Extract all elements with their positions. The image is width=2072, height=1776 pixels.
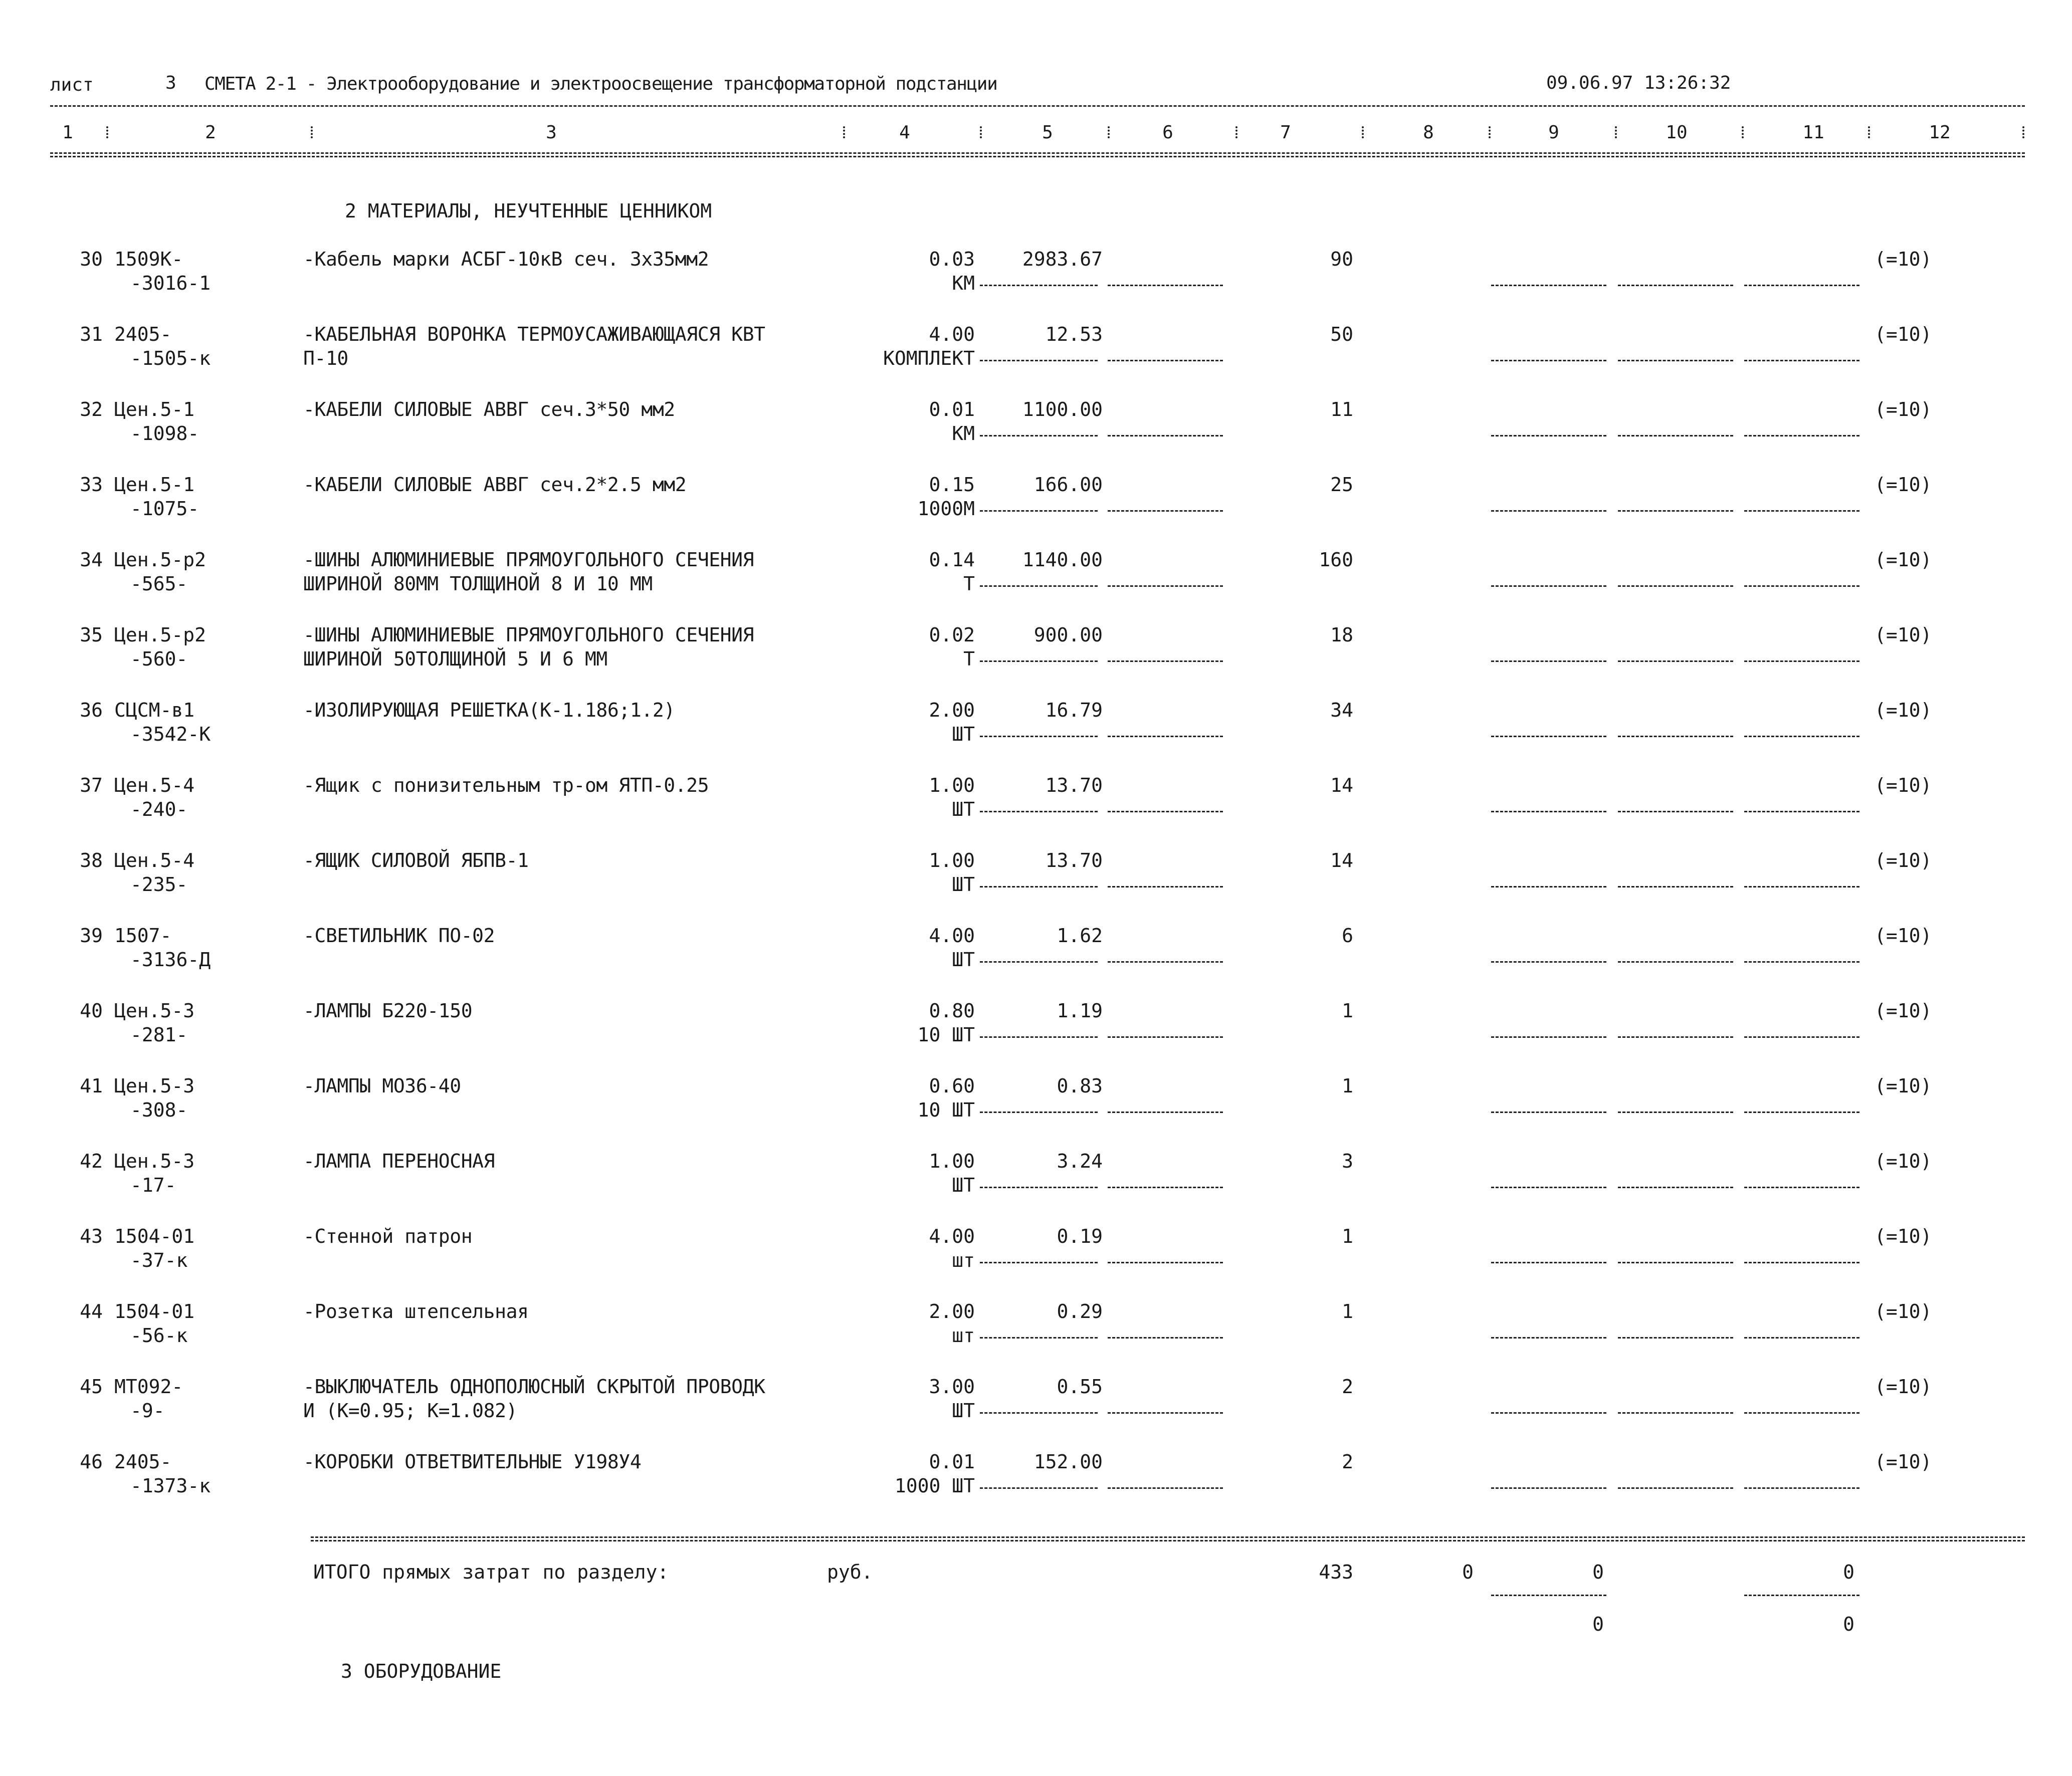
col5-underline	[980, 660, 1098, 662]
quantity: 0.01	[929, 1451, 975, 1473]
col11-underline	[1744, 1337, 1859, 1339]
material-description-line1: -СВЕТИЛЬНИК ПО-02	[303, 925, 495, 947]
coefficient: (=10)	[1875, 398, 1932, 420]
col6-underline	[1108, 585, 1223, 587]
unit-price: 16.79	[1045, 699, 1103, 721]
col10-underline	[1618, 435, 1733, 436]
col6-underline	[1108, 660, 1223, 662]
col10-underline	[1618, 360, 1733, 361]
coefficient: (=10)	[1875, 323, 1932, 345]
total-cost: 25	[1330, 474, 1353, 496]
unit-price: 0.83	[1057, 1075, 1103, 1097]
totals-col11-subtotal: 0	[1843, 1613, 1854, 1635]
col5-underline	[980, 435, 1098, 436]
col6-underline	[1108, 1187, 1223, 1188]
unit: ШТ	[952, 1174, 975, 1196]
row-number: 30	[80, 248, 103, 270]
col9-underline	[1491, 1262, 1606, 1263]
total-cost: 1	[1342, 1075, 1353, 1097]
col5-underline	[980, 1487, 1098, 1489]
quantity: 4.00	[929, 925, 975, 947]
price-code-line2: -1505-к	[130, 347, 211, 369]
col9-underline	[1491, 510, 1606, 512]
column-separator	[1615, 126, 1619, 138]
material-description-line2: П-10	[303, 347, 348, 369]
unit: ШТ	[952, 1400, 975, 1422]
column-number-12: 12	[1929, 122, 1951, 143]
col11-underline	[1744, 961, 1859, 963]
price-code-line1: Цен.5-3	[114, 1075, 195, 1097]
quantity: 0.14	[929, 549, 975, 571]
price-code-line2: -308-	[130, 1099, 188, 1121]
unit: шт	[952, 1324, 975, 1347]
price-code-line2: -3136-Д	[130, 949, 211, 971]
col6-underline	[1108, 1262, 1223, 1263]
col9-underline	[1491, 1112, 1606, 1113]
price-code-line1: Цен.5-4	[114, 774, 195, 796]
unit-price: 1.19	[1057, 1000, 1103, 1022]
row-number: 33	[80, 474, 103, 496]
price-code-line1: 1507-	[114, 925, 172, 947]
unit-price: 12.53	[1045, 323, 1103, 345]
unit-price: 2983.67	[1022, 248, 1103, 270]
column-separator	[1235, 126, 1239, 138]
column-number-2: 2	[205, 122, 216, 143]
unit: ШТ	[952, 723, 975, 745]
column-separator	[1868, 126, 1872, 138]
row-number: 45	[80, 1376, 103, 1398]
col9-underline	[1491, 1412, 1606, 1414]
col9-underline	[1491, 285, 1606, 286]
col11-underline	[1744, 1412, 1859, 1414]
material-description-line2: И (К=0.95; К=1.082)	[303, 1400, 518, 1422]
column-number-5: 5	[1042, 122, 1053, 143]
column-separator	[1489, 126, 1493, 138]
section-title-equipment: 3 ОБОРУДОВАНИЕ	[341, 1660, 502, 1682]
material-description-line1: -КАБЕЛИ СИЛОВЫЕ АВВГ сеч.3*50 мм2	[303, 398, 675, 420]
col6-underline	[1108, 811, 1223, 812]
material-description-line2: ШИРИНОЙ 80ММ ТОЛЩИНОЙ 8 И 10 ММ	[303, 573, 653, 595]
column-number-11: 11	[1802, 122, 1824, 143]
price-code-line1: МТ092-	[114, 1376, 183, 1398]
column-number-1: 1	[62, 122, 73, 143]
material-description-line1: -КАБЕЛИ СИЛОВЫЕ АВВГ сеч.2*2.5 мм2	[303, 474, 687, 496]
unit-price: 0.19	[1057, 1225, 1103, 1247]
col10-underline	[1618, 811, 1733, 812]
row-number: 31	[80, 323, 103, 345]
row-number: 46	[80, 1451, 103, 1473]
unit-price: 166.00	[1033, 474, 1103, 496]
price-code-line1: СЦСМ-в1	[114, 699, 195, 721]
price-code-line1: Цен.5-4	[114, 849, 195, 871]
col10-underline	[1618, 736, 1733, 737]
col6-underline	[1108, 285, 1223, 286]
col11-underline	[1744, 1112, 1859, 1113]
unit-price: 3.24	[1057, 1150, 1103, 1172]
quantity: 0.02	[929, 624, 975, 646]
price-code-line1: 2405-	[114, 1451, 172, 1473]
col9-underline	[1491, 736, 1606, 737]
col6-underline	[1108, 1112, 1223, 1113]
price-code-line2: -3542-К	[130, 723, 211, 745]
unit: Т	[963, 573, 975, 595]
quantity: 0.80	[929, 1000, 975, 1022]
price-code-line2: -1098-	[130, 422, 199, 445]
price-code-line1: Цен.5-1	[114, 474, 195, 496]
unit: 1000М	[917, 498, 975, 520]
col6-underline	[1108, 736, 1223, 737]
col11-underline	[1744, 1487, 1859, 1489]
quantity: 0.03	[929, 248, 975, 270]
total-cost: 11	[1330, 398, 1353, 420]
coefficient: (=10)	[1875, 1150, 1932, 1172]
quantity: 4.00	[929, 323, 975, 345]
quantity: 4.00	[929, 1225, 975, 1247]
column-separator	[1362, 126, 1366, 138]
col10-underline	[1618, 886, 1733, 887]
total-cost: 2	[1342, 1451, 1353, 1473]
material-description-line1: -ЯЩИК СИЛОВОЙ ЯБПВ-1	[303, 849, 529, 871]
quantity: 1.00	[929, 1150, 975, 1172]
coefficient: (=10)	[1875, 1000, 1932, 1022]
col5-underline	[980, 811, 1098, 812]
coefficient: (=10)	[1875, 1300, 1932, 1322]
price-code-line1: Цен.5-1	[114, 398, 195, 420]
material-description-line1: -ВЫКЛЮЧАТЕЛЬ ОДНОПОЛЮСНЫЙ СКРЫТОЙ ПРОВОДК	[303, 1376, 765, 1398]
totals-col9-underline	[1491, 1595, 1606, 1596]
unit: ШТ	[952, 949, 975, 971]
total-cost: 160	[1319, 549, 1353, 571]
col9-underline	[1491, 660, 1606, 662]
column-separator	[843, 126, 847, 138]
coefficient: (=10)	[1875, 1376, 1932, 1398]
price-code-line1: 1504-01	[114, 1225, 195, 1247]
col10-underline	[1618, 1036, 1733, 1038]
unit: КМ	[952, 272, 975, 294]
col5-underline	[980, 285, 1098, 286]
column-number-6: 6	[1162, 122, 1173, 143]
col10-underline	[1618, 1487, 1733, 1489]
total-cost: 1	[1342, 1300, 1353, 1322]
price-code-line2: -565-	[130, 573, 188, 595]
col10-underline	[1618, 961, 1733, 963]
total-cost: 6	[1342, 925, 1353, 947]
column-number-4: 4	[899, 122, 910, 143]
col5-underline	[980, 1112, 1098, 1113]
col5-underline	[980, 1262, 1098, 1263]
totals-col11: 0	[1843, 1561, 1854, 1583]
col11-underline	[1744, 435, 1859, 436]
totals-col8: 0	[1462, 1561, 1474, 1583]
column-header-double-rule	[50, 152, 2025, 157]
col5-underline	[980, 886, 1098, 887]
col6-underline	[1108, 1487, 1223, 1489]
col9-underline	[1491, 961, 1606, 963]
total-cost: 14	[1330, 774, 1353, 796]
unit: 1000 ШТ	[894, 1475, 975, 1497]
unit-price: 152.00	[1033, 1451, 1103, 1473]
col5-underline	[980, 510, 1098, 512]
col11-underline	[1744, 585, 1859, 587]
price-code-line1: 2405-	[114, 323, 172, 345]
column-separator	[1108, 126, 1112, 138]
print-datetime: 09.06.97 13:26:32	[1546, 73, 1731, 93]
unit-price: 0.55	[1057, 1376, 1103, 1398]
col11-underline	[1744, 510, 1859, 512]
col11-underline	[1744, 1187, 1859, 1188]
col9-underline	[1491, 585, 1606, 587]
price-code-line1: Цен.5-р2	[114, 549, 206, 571]
col5-underline	[980, 1036, 1098, 1038]
material-description-line1: -КАБЕЛЬНАЯ ВОРОНКА ТЕРМОУСАЖИВАЮЩАЯСЯ КВТ	[303, 323, 765, 345]
column-separator	[980, 126, 984, 138]
totals-col7: 433	[1319, 1561, 1353, 1583]
coefficient: (=10)	[1875, 1075, 1932, 1097]
quantity: 0.01	[929, 398, 975, 420]
unit: ШТ	[952, 873, 975, 896]
col11-underline	[1744, 360, 1859, 361]
row-number: 41	[80, 1075, 103, 1097]
price-code-line2: -3016-1	[130, 272, 211, 294]
total-cost: 1	[1342, 1000, 1353, 1022]
col9-underline	[1491, 811, 1606, 812]
material-description-line1: -Ящик с понизительным тр-ом ЯТП-0.25	[303, 774, 709, 796]
coefficient: (=10)	[1875, 624, 1932, 646]
total-cost: 50	[1330, 323, 1353, 345]
col6-underline	[1108, 435, 1223, 436]
price-code-line2: -56-к	[130, 1324, 188, 1347]
column-number-9: 9	[1548, 122, 1559, 143]
price-code-line2: -9-	[130, 1400, 165, 1422]
unit: Т	[963, 648, 975, 670]
unit-price: 1140.00	[1022, 549, 1103, 571]
price-code-line2: -37-к	[130, 1249, 188, 1271]
col11-underline	[1744, 736, 1859, 737]
col5-underline	[980, 736, 1098, 737]
coefficient: (=10)	[1875, 549, 1932, 571]
sheet-label: лист	[50, 75, 94, 95]
price-code-line2: -17-	[130, 1174, 176, 1196]
coefficient: (=10)	[1875, 699, 1932, 721]
col9-underline	[1491, 1187, 1606, 1188]
material-description-line1: -Кабель марки АСБГ-10кВ сеч. 3х35мм2	[303, 248, 709, 270]
material-description-line1: -Розетка штепсельная	[303, 1300, 529, 1322]
quantity: 1.00	[929, 774, 975, 796]
total-cost: 34	[1330, 699, 1353, 721]
col5-underline	[980, 1337, 1098, 1339]
totals-currency: руб.	[827, 1561, 873, 1583]
col10-underline	[1618, 285, 1733, 286]
column-number-3: 3	[546, 122, 557, 143]
total-cost: 18	[1330, 624, 1353, 646]
totals-col9-subtotal: 0	[1592, 1613, 1604, 1635]
quantity: 0.60	[929, 1075, 975, 1097]
material-description-line1: -КОРОБКИ ОТВЕТВИТЕЛЬНЫЕ У198У4	[303, 1451, 642, 1473]
col9-underline	[1491, 1487, 1606, 1489]
col10-underline	[1618, 1412, 1733, 1414]
col6-underline	[1108, 961, 1223, 963]
material-description-line1: -ЛАМПЫ МО36-40	[303, 1075, 461, 1097]
col10-underline	[1618, 1337, 1733, 1339]
row-number: 37	[80, 774, 103, 796]
col10-underline	[1618, 1112, 1733, 1113]
row-number: 34	[80, 549, 103, 571]
unit: КОМПЛЕКТ	[883, 347, 975, 369]
coefficient: (=10)	[1875, 774, 1932, 796]
row-number: 39	[80, 925, 103, 947]
row-number: 32	[80, 398, 103, 420]
totals-col9: 0	[1592, 1561, 1604, 1583]
coefficient: (=10)	[1875, 248, 1932, 270]
unit-price: 0.29	[1057, 1300, 1103, 1322]
col9-underline	[1491, 1337, 1606, 1339]
coefficient: (=10)	[1875, 1451, 1932, 1473]
price-code-line2: -281-	[130, 1024, 188, 1046]
price-code-line2: -1075-	[130, 498, 199, 520]
price-code-line1: Цен.5-3	[114, 1000, 195, 1022]
col11-underline	[1744, 886, 1859, 887]
unit-price: 1.62	[1057, 925, 1103, 947]
row-number: 42	[80, 1150, 103, 1172]
sheet-number: 3	[165, 73, 176, 93]
material-description-line1: -ШИНЫ АЛЮМИНИЕВЫЕ ПРЯМОУГОЛЬНОГО СЕЧЕНИЯ	[303, 624, 754, 646]
total-cost: 3	[1342, 1150, 1353, 1172]
row-number: 38	[80, 849, 103, 871]
col6-underline	[1108, 886, 1223, 887]
coefficient: (=10)	[1875, 1225, 1932, 1247]
price-code-line1: 1504-01	[114, 1300, 195, 1322]
total-cost: 1	[1342, 1225, 1353, 1247]
unit: КМ	[952, 422, 975, 445]
material-description-line1: -Стенной патрон	[303, 1225, 473, 1247]
total-cost: 14	[1330, 849, 1353, 871]
material-description-line1: -ШИНЫ АЛЮМИНИЕВЫЕ ПРЯМОУГОЛЬНОГО СЕЧЕНИЯ	[303, 549, 754, 571]
coefficient: (=10)	[1875, 925, 1932, 947]
coefficient: (=10)	[1875, 474, 1932, 496]
row-number: 43	[80, 1225, 103, 1247]
col6-underline	[1108, 1412, 1223, 1414]
totals-double-rule	[311, 1536, 2025, 1541]
unit: 10 ШТ	[917, 1024, 975, 1046]
document-title: СМЕТА 2-1 - Электрооборудование и электроосвещение трансформаторной подстанции	[204, 74, 997, 94]
column-number-8: 8	[1423, 122, 1434, 143]
quantity: 2.00	[929, 699, 975, 721]
col9-underline	[1491, 886, 1606, 887]
col11-underline	[1744, 1262, 1859, 1263]
col9-underline	[1491, 360, 1606, 361]
unit: 10 ШТ	[917, 1099, 975, 1121]
col10-underline	[1618, 660, 1733, 662]
price-code-line1: 1509К-	[114, 248, 183, 270]
unit: шт	[952, 1249, 975, 1271]
material-description-line1: -ЛАМПЫ Б220-150	[303, 1000, 473, 1022]
unit-price: 1100.00	[1022, 398, 1103, 420]
col10-underline	[1618, 585, 1733, 587]
column-separator	[311, 126, 315, 138]
col6-underline	[1108, 1337, 1223, 1339]
column-separator	[1742, 126, 1746, 138]
col5-underline	[980, 1412, 1098, 1414]
column-separator	[106, 126, 110, 138]
col6-underline	[1108, 1036, 1223, 1038]
price-code-line2: -1373-к	[130, 1475, 211, 1497]
price-code-line2: -235-	[130, 873, 188, 896]
price-code-line2: -560-	[130, 648, 188, 670]
col5-underline	[980, 1187, 1098, 1188]
totals-label: ИТОГО прямых затрат по разделу:	[313, 1561, 669, 1583]
price-code-line1: Цен.5-р2	[114, 624, 206, 646]
row-number: 35	[80, 624, 103, 646]
header-rule	[50, 105, 2025, 107]
unit-price: 13.70	[1045, 774, 1103, 796]
col11-underline	[1744, 285, 1859, 286]
section-title-materials: 2 МАТЕРИАЛЫ, НЕУЧТЕННЫЕ ЦЕННИКОМ	[345, 200, 712, 222]
price-code-line1: Цен.5-3	[114, 1150, 195, 1172]
col5-underline	[980, 961, 1098, 963]
quantity: 3.00	[929, 1376, 975, 1398]
coefficient: (=10)	[1875, 849, 1932, 871]
totals-col11-underline	[1744, 1595, 1859, 1596]
material-description-line2: ШИРИНОЙ 50ТОЛЩИНОЙ 5 И 6 ММ	[303, 648, 607, 670]
price-code-line2: -240-	[130, 798, 188, 820]
material-description-line1: -ИЗОЛИРУЮЩАЯ РЕШЕТКА(К-1.186;1.2)	[303, 699, 675, 721]
col5-underline	[980, 585, 1098, 587]
row-number: 44	[80, 1300, 103, 1322]
quantity: 2.00	[929, 1300, 975, 1322]
material-description-line1: -ЛАМПА ПЕРЕНОСНАЯ	[303, 1150, 495, 1172]
col10-underline	[1618, 1262, 1733, 1263]
total-cost: 2	[1342, 1376, 1353, 1398]
col10-underline	[1618, 510, 1733, 512]
quantity: 0.15	[929, 474, 975, 496]
col6-underline	[1108, 360, 1223, 361]
unit-price: 13.70	[1045, 849, 1103, 871]
quantity: 1.00	[929, 849, 975, 871]
col11-underline	[1744, 811, 1859, 812]
column-number-10: 10	[1666, 122, 1688, 143]
col10-underline	[1618, 1187, 1733, 1188]
unit-price: 900.00	[1033, 624, 1103, 646]
column-separator	[2022, 126, 2026, 138]
col9-underline	[1491, 1036, 1606, 1038]
col5-underline	[980, 360, 1098, 361]
total-cost: 90	[1330, 248, 1353, 270]
column-number-7: 7	[1280, 122, 1291, 143]
col11-underline	[1744, 660, 1859, 662]
col9-underline	[1491, 435, 1606, 436]
col11-underline	[1744, 1036, 1859, 1038]
row-number: 40	[80, 1000, 103, 1022]
row-number: 36	[80, 699, 103, 721]
col6-underline	[1108, 510, 1223, 512]
unit: ШТ	[952, 798, 975, 820]
